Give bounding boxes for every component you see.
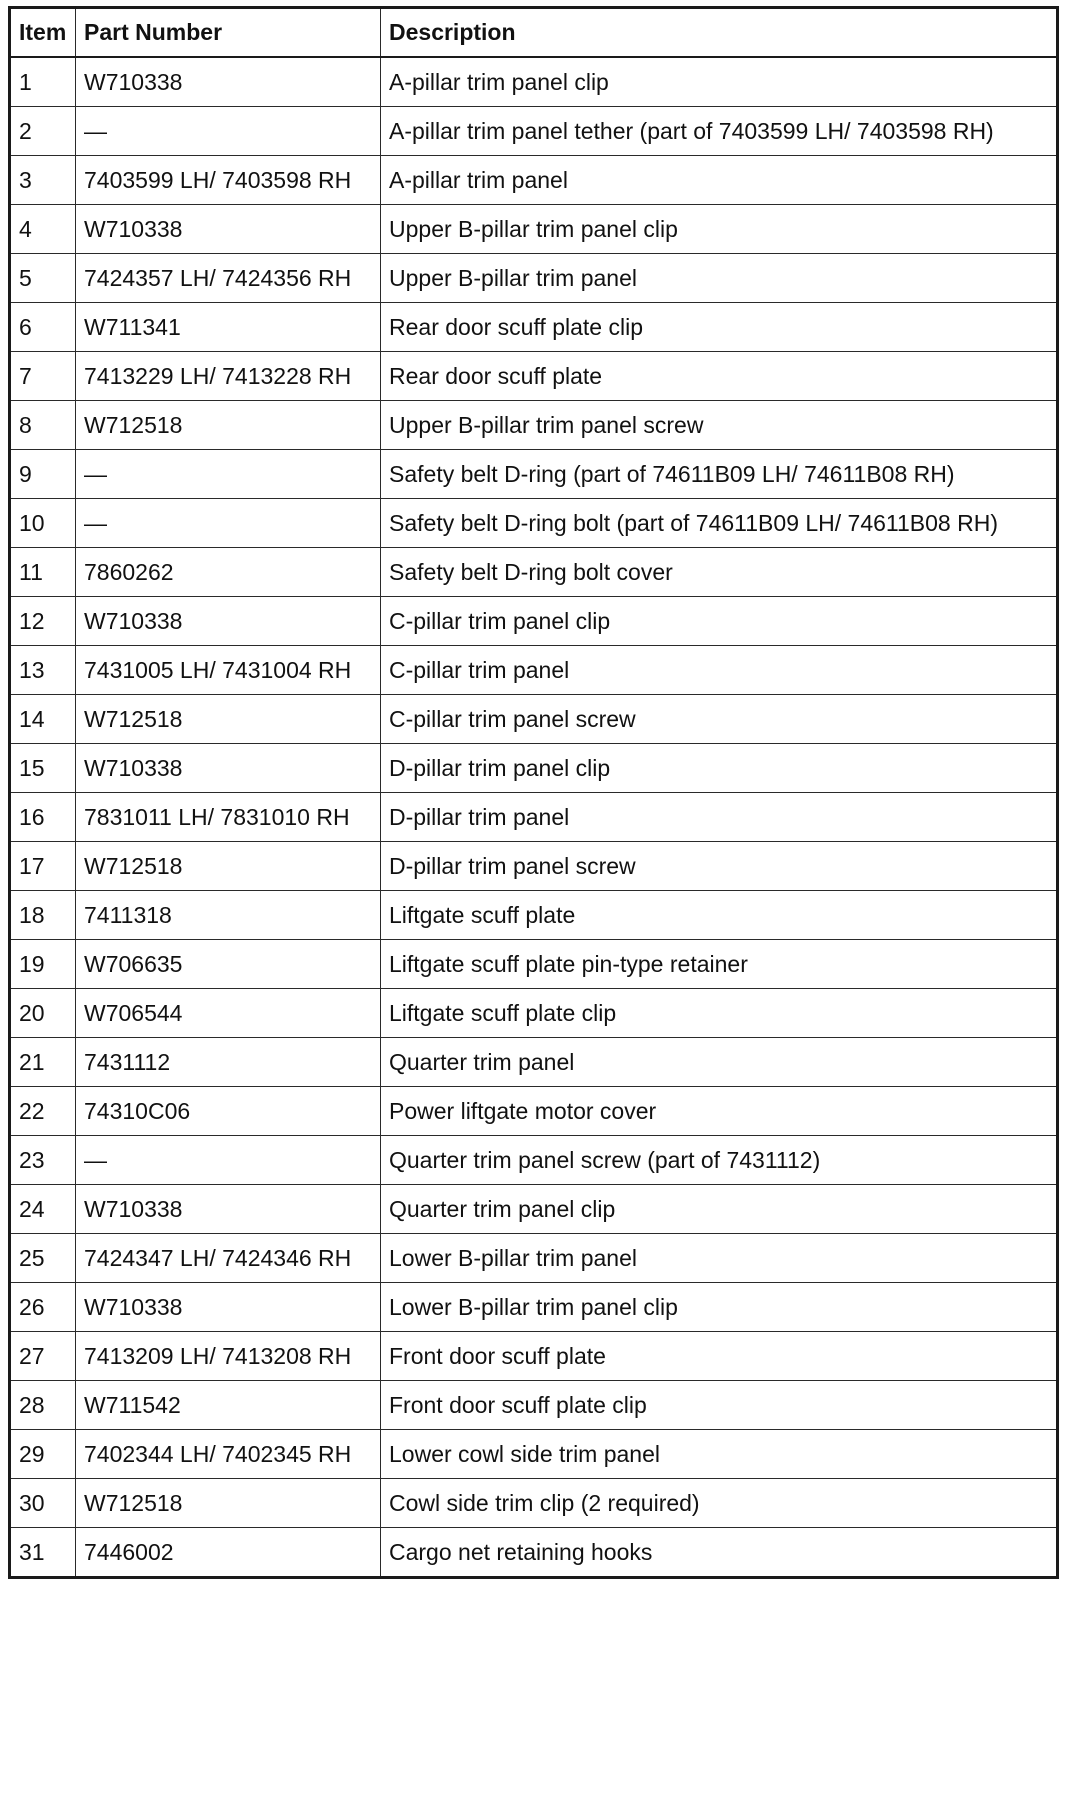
table-row bbox=[10, 1381, 1058, 1430]
item-cell: 26 bbox=[10, 1283, 76, 1332]
item-cell: 14 bbox=[10, 695, 76, 744]
item-cell: 22 bbox=[10, 1087, 76, 1136]
table-row bbox=[10, 597, 1058, 646]
description-cell: D-pillar trim panel screw bbox=[381, 842, 1058, 891]
item-cell: 4 bbox=[10, 205, 76, 254]
table-row bbox=[10, 352, 1058, 401]
header-part-number: Part Number bbox=[76, 8, 381, 58]
description-cell: Lower cowl side trim panel bbox=[381, 1430, 1058, 1479]
item-cell: 17 bbox=[10, 842, 76, 891]
table-row bbox=[10, 57, 1058, 107]
description-cell: Liftgate scuff plate clip bbox=[381, 989, 1058, 1038]
part-number-cell: 7413209 LH/ 7413208 RH bbox=[76, 1332, 381, 1381]
parts-table bbox=[8, 6, 1059, 1579]
table-row bbox=[10, 744, 1058, 793]
description-cell: Lower B-pillar trim panel bbox=[381, 1234, 1058, 1283]
description-cell: Upper B-pillar trim panel screw bbox=[381, 401, 1058, 450]
item-cell: 6 bbox=[10, 303, 76, 352]
item-cell: 23 bbox=[10, 1136, 76, 1185]
part-number-cell: W710338 bbox=[76, 597, 381, 646]
item-cell: 7 bbox=[10, 352, 76, 401]
table-row bbox=[10, 107, 1058, 156]
item-cell: 9 bbox=[10, 450, 76, 499]
part-number-cell: 7411318 bbox=[76, 891, 381, 940]
header-description: Description bbox=[381, 8, 1058, 58]
part-number-cell: 7402344 LH/ 7402345 RH bbox=[76, 1430, 381, 1479]
table-row bbox=[10, 1528, 1058, 1578]
part-number-cell: 7424357 LH/ 7424356 RH bbox=[76, 254, 381, 303]
table-row bbox=[10, 254, 1058, 303]
table-row bbox=[10, 1136, 1058, 1185]
item-cell: 12 bbox=[10, 597, 76, 646]
description-cell: Front door scuff plate clip bbox=[381, 1381, 1058, 1430]
description-cell: Quarter trim panel clip bbox=[381, 1185, 1058, 1234]
part-number-cell: 7413229 LH/ 7413228 RH bbox=[76, 352, 381, 401]
description-cell: Liftgate scuff plate pin-type retainer bbox=[381, 940, 1058, 989]
table-row bbox=[10, 499, 1058, 548]
description-cell: Upper B-pillar trim panel clip bbox=[381, 205, 1058, 254]
part-number-cell: — bbox=[76, 450, 381, 499]
item-cell: 24 bbox=[10, 1185, 76, 1234]
item-cell: 5 bbox=[10, 254, 76, 303]
part-number-cell: 7831011 LH/ 7831010 RH bbox=[76, 793, 381, 842]
description-cell: Safety belt D-ring bolt (part of 74611B09 LH/ 74611B08 RH) bbox=[381, 499, 1058, 548]
item-cell: 18 bbox=[10, 891, 76, 940]
item-cell: 19 bbox=[10, 940, 76, 989]
description-cell: Upper B-pillar trim panel bbox=[381, 254, 1058, 303]
table-row bbox=[10, 1283, 1058, 1332]
table-row bbox=[10, 450, 1058, 499]
part-number-cell: W710338 bbox=[76, 744, 381, 793]
description-cell: Cowl side trim clip (2 required) bbox=[381, 1479, 1058, 1528]
description-cell: D-pillar trim panel clip bbox=[381, 744, 1058, 793]
description-cell: A-pillar trim panel clip bbox=[381, 57, 1058, 107]
item-cell: 20 bbox=[10, 989, 76, 1038]
description-cell: Rear door scuff plate bbox=[381, 352, 1058, 401]
part-number-cell: W712518 bbox=[76, 1479, 381, 1528]
description-cell: C-pillar trim panel screw bbox=[381, 695, 1058, 744]
part-number-cell: W710338 bbox=[76, 57, 381, 107]
item-cell: 16 bbox=[10, 793, 76, 842]
table-row bbox=[10, 695, 1058, 744]
table-row bbox=[10, 548, 1058, 597]
table-row bbox=[10, 891, 1058, 940]
item-cell: 29 bbox=[10, 1430, 76, 1479]
description-cell: Power liftgate motor cover bbox=[381, 1087, 1058, 1136]
table-row bbox=[10, 989, 1058, 1038]
table-row bbox=[10, 205, 1058, 254]
table-row bbox=[10, 303, 1058, 352]
table-row bbox=[10, 842, 1058, 891]
item-cell: 31 bbox=[10, 1528, 76, 1578]
item-cell: 27 bbox=[10, 1332, 76, 1381]
part-number-cell: 7424347 LH/ 7424346 RH bbox=[76, 1234, 381, 1283]
description-cell: C-pillar trim panel bbox=[381, 646, 1058, 695]
part-number-cell: — bbox=[76, 107, 381, 156]
part-number-cell: W710338 bbox=[76, 1283, 381, 1332]
description-cell: C-pillar trim panel clip bbox=[381, 597, 1058, 646]
part-number-cell: W712518 bbox=[76, 401, 381, 450]
table-row bbox=[10, 1332, 1058, 1381]
description-cell: Liftgate scuff plate bbox=[381, 891, 1058, 940]
description-cell: Quarter trim panel screw (part of 7431112) bbox=[381, 1136, 1058, 1185]
description-cell: Safety belt D-ring bolt cover bbox=[381, 548, 1058, 597]
description-cell: A-pillar trim panel bbox=[381, 156, 1058, 205]
table-row bbox=[10, 1038, 1058, 1087]
table-row bbox=[10, 1479, 1058, 1528]
part-number-cell: — bbox=[76, 1136, 381, 1185]
table-body bbox=[10, 57, 1058, 1578]
table-row bbox=[10, 646, 1058, 695]
table-row bbox=[10, 940, 1058, 989]
description-cell: Rear door scuff plate clip bbox=[381, 303, 1058, 352]
table-header bbox=[10, 8, 1058, 58]
header-row bbox=[10, 8, 1058, 58]
part-number-cell: W710338 bbox=[76, 205, 381, 254]
item-cell: 11 bbox=[10, 548, 76, 597]
table-row bbox=[10, 156, 1058, 205]
item-cell: 28 bbox=[10, 1381, 76, 1430]
table-row bbox=[10, 1430, 1058, 1479]
item-cell: 30 bbox=[10, 1479, 76, 1528]
description-cell: Cargo net retaining hooks bbox=[381, 1528, 1058, 1578]
part-number-cell: 7431005 LH/ 7431004 RH bbox=[76, 646, 381, 695]
header-item: Item bbox=[10, 8, 76, 58]
part-number-cell: W710338 bbox=[76, 1185, 381, 1234]
item-cell: 3 bbox=[10, 156, 76, 205]
table-row bbox=[10, 401, 1058, 450]
description-cell: Front door scuff plate bbox=[381, 1332, 1058, 1381]
part-number-cell: 7446002 bbox=[76, 1528, 381, 1578]
part-number-cell: 7403599 LH/ 7403598 RH bbox=[76, 156, 381, 205]
table-row bbox=[10, 1087, 1058, 1136]
part-number-cell: W706635 bbox=[76, 940, 381, 989]
item-cell: 10 bbox=[10, 499, 76, 548]
part-number-cell: 7431112 bbox=[76, 1038, 381, 1087]
part-number-cell: W706544 bbox=[76, 989, 381, 1038]
description-cell: A-pillar trim panel tether (part of 7403599 LH/ 7403598 RH) bbox=[381, 107, 1058, 156]
item-cell: 25 bbox=[10, 1234, 76, 1283]
table-row bbox=[10, 1185, 1058, 1234]
item-cell: 8 bbox=[10, 401, 76, 450]
description-cell: Lower B-pillar trim panel clip bbox=[381, 1283, 1058, 1332]
item-cell: 1 bbox=[10, 57, 76, 107]
description-cell: D-pillar trim panel bbox=[381, 793, 1058, 842]
table-row bbox=[10, 1234, 1058, 1283]
description-cell: Quarter trim panel bbox=[381, 1038, 1058, 1087]
parts-list-sheet bbox=[8, 6, 1056, 1579]
item-cell: 21 bbox=[10, 1038, 76, 1087]
part-number-cell: W712518 bbox=[76, 695, 381, 744]
description-cell: Safety belt D-ring (part of 74611B09 LH/ 74611B08 RH) bbox=[381, 450, 1058, 499]
part-number-cell: W711341 bbox=[76, 303, 381, 352]
part-number-cell: 7860262 bbox=[76, 548, 381, 597]
part-number-cell: — bbox=[76, 499, 381, 548]
part-number-cell: W711542 bbox=[76, 1381, 381, 1430]
item-cell: 15 bbox=[10, 744, 76, 793]
item-cell: 13 bbox=[10, 646, 76, 695]
part-number-cell: 74310C06 bbox=[76, 1087, 381, 1136]
part-number-cell: W712518 bbox=[76, 842, 381, 891]
item-cell: 2 bbox=[10, 107, 76, 156]
table-row bbox=[10, 793, 1058, 842]
